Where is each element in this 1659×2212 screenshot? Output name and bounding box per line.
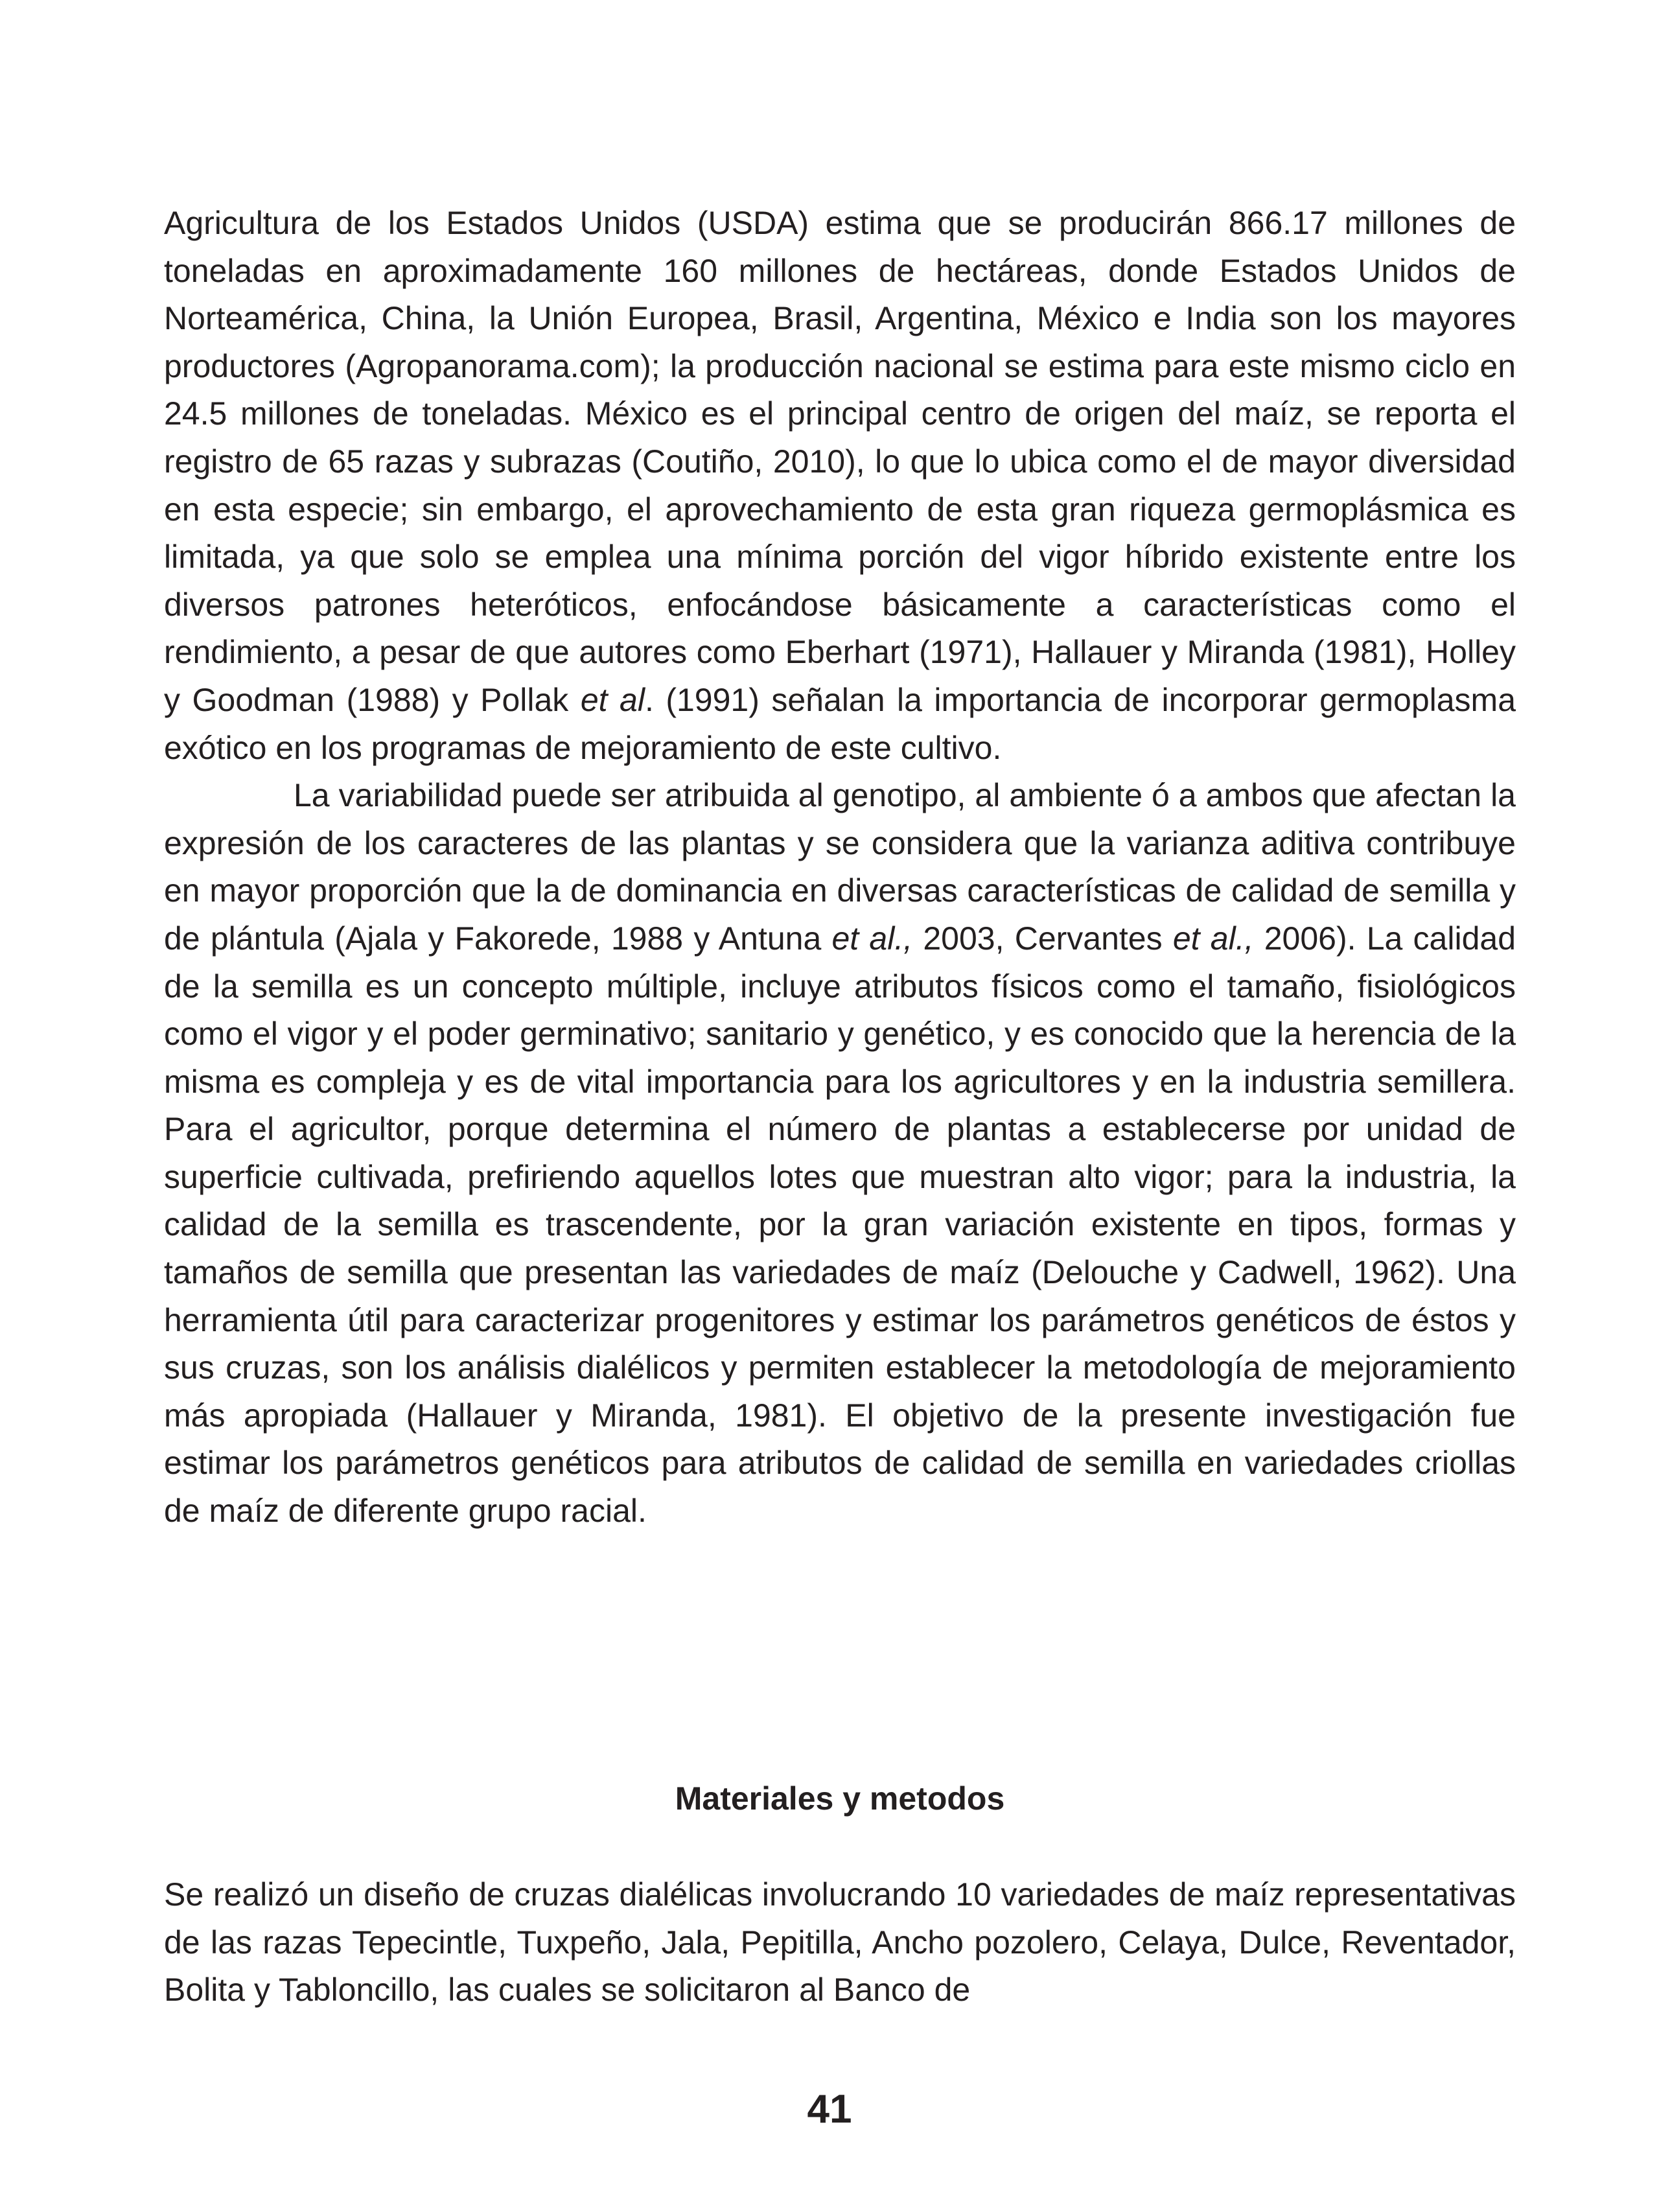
paragraph-2-italic-citation-2: et al.,	[1172, 920, 1254, 957]
paragraph-1-text-b: . (1991) señalan la importancia de incorporar germoplasma exótico en los programas de mejoramiento de este cultivo.	[164, 681, 1516, 766]
paragraph-2-italic-citation-1: et al.,	[831, 920, 913, 957]
paragraph-2	[164, 772, 1516, 1535]
page-number: 41	[807, 2087, 852, 2132]
body-text	[164, 200, 1516, 1535]
section-heading: Materiales y metodos	[675, 1780, 1005, 1817]
paragraph-1-text-a: Agricultura de los Estados Unidos (USDA) estima que se producirán 866.17 millones de toneladas en aproximadamente 160 millones de hectáreas, donde Estados Unidos de Norteamérica, China, la Unión Europea, Brasil, Argentina, México e India son los mayores productores (Agropanorama.com); la producción nacional se estima para este mismo ciclo en 24.5 millones de toneladas. México es el principal centro de origen del maíz, se reporta el registro de 65 razas y subrazas (Coutiño, 2010), lo que lo ubica como el de mayor diversidad en esta especie; sin embargo, el aprovechamiento de esta gran riqueza germoplásmica es limitada, ya que solo se emplea una mínima porción del vigor híbrido existente entre los diversos patrones heteróticos, enfocándose básicamente a características como el rendimiento, a pesar de que autores como Eberhart (1971), Hallauer y Miranda (1981), Holley y Goodman (1988) y Pollak	[164, 205, 1516, 718]
paragraph-2-text-a: La variabilidad puede ser atribuida al genotipo, al ambiente ó a ambos que afectan la expresión de los caracteres de las plantas y se considera que la varianza aditiva contribuye en mayor proporción que la de dominancia en diversas características de calidad de semilla y de plántula (Ajala y Fakorede, 1988 y Antuna	[164, 777, 1516, 957]
paragraph-1	[164, 200, 1516, 772]
paragraph-2-text-c: 2006). La calidad de la semilla es un concepto múltiple, incluye atributos físicos como el tamaño, fisiológicos como el vigor y el poder germinativo; sanitario y genético, y es conocido que la herencia de la misma es compleja y es de vital importancia para los agricultores y en la industria semillera. Para el agricultor, porque determina el número de plantas a establecerse por unidad de superficie cultivada, prefiriendo aquellos lotes que muestran alto vigor; para la industria, la calidad de la semilla es trascendente, por la gran variación existente en tipos, formas y tamaños de semilla que presentan las variedades de maíz (Delouche y Cadwell, 1962). Una herramienta útil para caracterizar progenitores y estimar los parámetros genéticos de éstos y sus cruzas, son los análisis dialélicos y permiten establecer la metodología de mejoramiento más apropiada (Hallauer y Miranda, 1981). El objetivo de la presente investigación fue estimar los parámetros genéticos para atributos de calidad de semilla en variedades criollas de maíz de diferente grupo racial.	[164, 920, 1516, 1530]
paragraph-2-text-b: 2003, Cervantes	[912, 920, 1173, 957]
paragraph-1-italic-citation: et al	[580, 681, 645, 718]
paragraph-3: Se realizó un diseño de cruzas dialélicas involucrando 10 variedades de maíz representativas de las razas Tepecintle, Tuxpeño, Jala, Pepitilla, Ancho pozolero, Celaya, Dulce, Reventador, Bolita y Tabloncillo, las cuales se solicitaron al Banco de	[164, 1876, 1516, 2008]
